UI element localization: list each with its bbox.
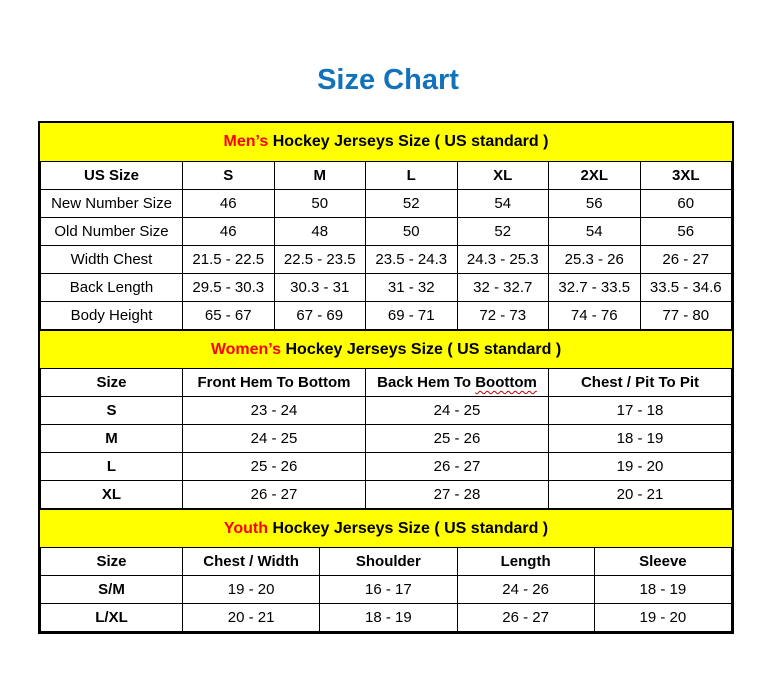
row-label: S bbox=[41, 397, 183, 425]
mens-header-row bbox=[41, 162, 732, 190]
youth-size-table bbox=[40, 547, 732, 632]
value-cell: 77 - 80 bbox=[640, 302, 732, 330]
value-cell: 18 - 19 bbox=[594, 576, 731, 604]
table-row-womens-s bbox=[41, 397, 732, 425]
value-cell: 23 - 24 bbox=[183, 397, 366, 425]
value-cell: 25.3 - 26 bbox=[549, 246, 641, 274]
value-cell: 46 bbox=[183, 218, 275, 246]
size-chart-container bbox=[38, 121, 734, 634]
value-cell: 18 - 19 bbox=[549, 425, 732, 453]
back-hem-misspelled-word: Boottom bbox=[475, 374, 537, 391]
value-cell: 24 - 26 bbox=[457, 576, 594, 604]
value-cell: 30.3 - 31 bbox=[274, 274, 366, 302]
table-row-back-length bbox=[41, 274, 732, 302]
row-label: Width Chest bbox=[41, 246, 183, 274]
value-cell: 46 bbox=[183, 190, 275, 218]
value-cell: 54 bbox=[549, 218, 641, 246]
value-cell: 20 - 21 bbox=[549, 481, 732, 509]
youth-section-band bbox=[40, 509, 732, 547]
row-label: Body Height bbox=[41, 302, 183, 330]
value-cell: 26 - 27 bbox=[366, 453, 549, 481]
column-header-shoulder: Shoulder bbox=[320, 548, 457, 576]
value-cell: 67 - 69 bbox=[274, 302, 366, 330]
column-header-size: Size bbox=[41, 548, 183, 576]
column-header-l: L bbox=[366, 162, 458, 190]
value-cell: 25 - 26 bbox=[183, 453, 366, 481]
value-cell: 21.5 - 22.5 bbox=[183, 246, 275, 274]
mens-size-table bbox=[40, 161, 732, 330]
value-cell: 26 - 27 bbox=[457, 604, 594, 632]
value-cell: 50 bbox=[366, 218, 458, 246]
page-title: Size Chart bbox=[317, 64, 459, 96]
value-cell: 32.7 - 33.5 bbox=[549, 274, 641, 302]
mens-band-highlight: Men’s bbox=[223, 133, 269, 150]
womens-size-table bbox=[40, 368, 732, 509]
womens-band-highlight: Women’s bbox=[210, 341, 282, 358]
value-cell: 19 - 20 bbox=[183, 576, 320, 604]
column-header-2xl: 2XL bbox=[549, 162, 641, 190]
value-cell: 65 - 67 bbox=[183, 302, 275, 330]
table-row-womens-xl bbox=[41, 481, 732, 509]
value-cell: 19 - 20 bbox=[594, 604, 731, 632]
mens-section-band bbox=[40, 123, 732, 161]
value-cell: 48 bbox=[274, 218, 366, 246]
value-cell: 27 - 28 bbox=[366, 481, 549, 509]
table-row-width-chest bbox=[41, 246, 732, 274]
value-cell: 29.5 - 30.3 bbox=[183, 274, 275, 302]
table-row-new-number-size bbox=[41, 190, 732, 218]
value-cell: 16 - 17 bbox=[320, 576, 457, 604]
value-cell: 20 - 21 bbox=[183, 604, 320, 632]
value-cell: 31 - 32 bbox=[366, 274, 458, 302]
column-header-us-size: US Size bbox=[41, 162, 183, 190]
value-cell: 24 - 25 bbox=[183, 425, 366, 453]
value-cell: 23.5 - 24.3 bbox=[366, 246, 458, 274]
value-cell: 25 - 26 bbox=[366, 425, 549, 453]
value-cell: 72 - 73 bbox=[457, 302, 549, 330]
row-label: L bbox=[41, 453, 183, 481]
back-hem-prefix: Back Hem To bbox=[377, 374, 472, 391]
table-row-body-height bbox=[41, 302, 732, 330]
value-cell: 33.5 - 34.6 bbox=[640, 274, 732, 302]
value-cell: 24.3 - 25.3 bbox=[457, 246, 549, 274]
mens-band-text: Hockey Jerseys Size ( US standard ) bbox=[272, 133, 549, 150]
value-cell: 60 bbox=[640, 190, 732, 218]
value-cell: 52 bbox=[366, 190, 458, 218]
table-row-youth-sm bbox=[41, 576, 732, 604]
column-header-front-hem: Front Hem To Bottom bbox=[183, 369, 366, 397]
row-label: Old Number Size bbox=[41, 218, 183, 246]
value-cell: 69 - 71 bbox=[366, 302, 458, 330]
table-row-youth-lxl bbox=[41, 604, 732, 632]
womens-band-text: Hockey Jerseys Size ( US standard ) bbox=[285, 341, 562, 358]
row-label: S/M bbox=[41, 576, 183, 604]
column-header-chest-width: Chest / Width bbox=[183, 548, 320, 576]
table-row-old-number-size bbox=[41, 218, 732, 246]
value-cell: 17 - 18 bbox=[549, 397, 732, 425]
value-cell: 26 - 27 bbox=[183, 481, 366, 509]
value-cell: 19 - 20 bbox=[549, 453, 732, 481]
column-header-size: Size bbox=[41, 369, 183, 397]
column-header-3xl: 3XL bbox=[640, 162, 732, 190]
youth-band-text: Hockey Jerseys Size ( US standard ) bbox=[272, 520, 549, 537]
row-label: L/XL bbox=[41, 604, 183, 632]
row-label: New Number Size bbox=[41, 190, 183, 218]
value-cell: 18 - 19 bbox=[320, 604, 457, 632]
column-header-back-hem bbox=[366, 369, 549, 397]
youth-header-row bbox=[41, 548, 732, 576]
column-header-m: M bbox=[274, 162, 366, 190]
womens-header-row bbox=[41, 369, 732, 397]
column-header-xl: XL bbox=[457, 162, 549, 190]
womens-section-band bbox=[40, 330, 732, 368]
value-cell: 56 bbox=[640, 218, 732, 246]
column-header-sleeve: Sleeve bbox=[594, 548, 731, 576]
value-cell: 56 bbox=[549, 190, 641, 218]
value-cell: 52 bbox=[457, 218, 549, 246]
row-label: XL bbox=[41, 481, 183, 509]
value-cell: 50 bbox=[274, 190, 366, 218]
value-cell: 22.5 - 23.5 bbox=[274, 246, 366, 274]
column-header-chest-pit: Chest / Pit To Pit bbox=[549, 369, 732, 397]
column-header-s: S bbox=[183, 162, 275, 190]
row-label: Back Length bbox=[41, 274, 183, 302]
value-cell: 54 bbox=[457, 190, 549, 218]
value-cell: 32 - 32.7 bbox=[457, 274, 549, 302]
value-cell: 26 - 27 bbox=[640, 246, 732, 274]
youth-band-highlight: Youth bbox=[223, 520, 268, 537]
value-cell: 24 - 25 bbox=[366, 397, 549, 425]
value-cell: 74 - 76 bbox=[549, 302, 641, 330]
table-row-womens-l bbox=[41, 453, 732, 481]
row-label: M bbox=[41, 425, 183, 453]
table-row-womens-m bbox=[41, 425, 732, 453]
column-header-length: Length bbox=[457, 548, 594, 576]
